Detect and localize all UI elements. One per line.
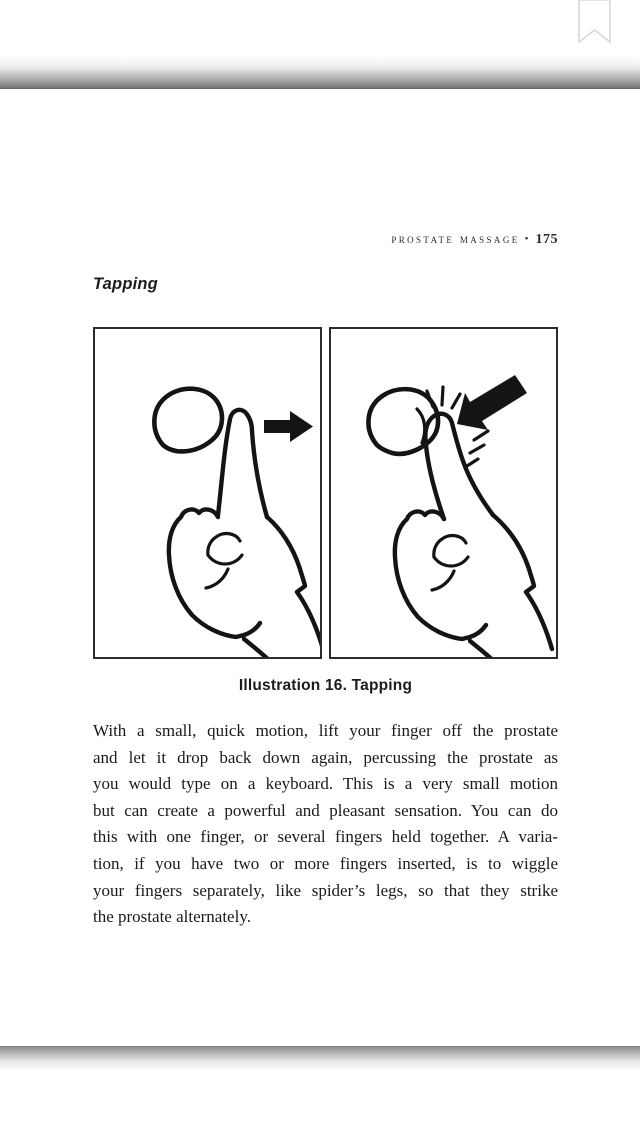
figure-caption: Illustration 16. Tapping	[238, 677, 413, 694]
page-bottom-shadow	[0, 1046, 640, 1071]
motion-lines	[467, 431, 488, 466]
body-line: tion, if you have two or more fingers inserted, is to wiggle	[93, 853, 558, 873]
running-header	[93, 230, 558, 248]
impact-lines	[427, 387, 460, 408]
page-number: 175	[535, 232, 558, 247]
body-line: and let it drop back down again, percussing the prostate as	[93, 747, 558, 767]
wrist-line	[470, 641, 498, 657]
curled-thumb	[208, 534, 240, 555]
finger-strike-illustration	[331, 329, 556, 657]
running-header-title: prostate massage	[391, 232, 520, 246]
curled-thumb	[434, 536, 466, 557]
prostate-shape	[154, 389, 222, 452]
wrist-line	[244, 639, 272, 657]
illustration-panel-right	[329, 327, 558, 659]
book-page	[0, 89, 640, 1046]
section-heading: Tapping	[93, 275, 158, 293]
body-line: the prostate alternately.	[93, 907, 251, 927]
body-paragraph	[93, 718, 558, 931]
curled-thumb-bowl	[208, 555, 242, 564]
fist-outline	[395, 512, 486, 639]
hand-outline-right	[493, 515, 552, 649]
body-line: your fingers separately, like spider’s legs, so that they strike	[93, 880, 558, 900]
down-left-arrow-icon	[457, 375, 527, 430]
body-line: this with one finger, or several fingers held together. A varia-	[93, 827, 558, 847]
illustration-panel-left	[93, 327, 322, 659]
curled-thumb-tail	[432, 571, 454, 590]
right-arrow-icon	[264, 411, 313, 442]
running-header-separator: •	[524, 233, 529, 245]
finger-lift-illustration	[95, 329, 320, 657]
bookmark-icon[interactable]	[578, 0, 611, 44]
bookmark-ribbon-shape	[578, 0, 611, 44]
curled-thumb-bowl	[434, 557, 468, 566]
hand-outline-right	[267, 517, 320, 649]
body-line: you would type on a keyboard. This is a very small motion	[93, 774, 558, 794]
index-finger	[218, 410, 267, 517]
page-top-shadow	[0, 56, 640, 89]
curled-thumb-tail	[206, 569, 228, 588]
body-line: With a small, quick motion, lift your finger off the prostate	[93, 721, 558, 740]
body-line: but can create a powerful and pleasant sensation. You can do	[93, 800, 558, 820]
fist-outline	[169, 510, 260, 637]
